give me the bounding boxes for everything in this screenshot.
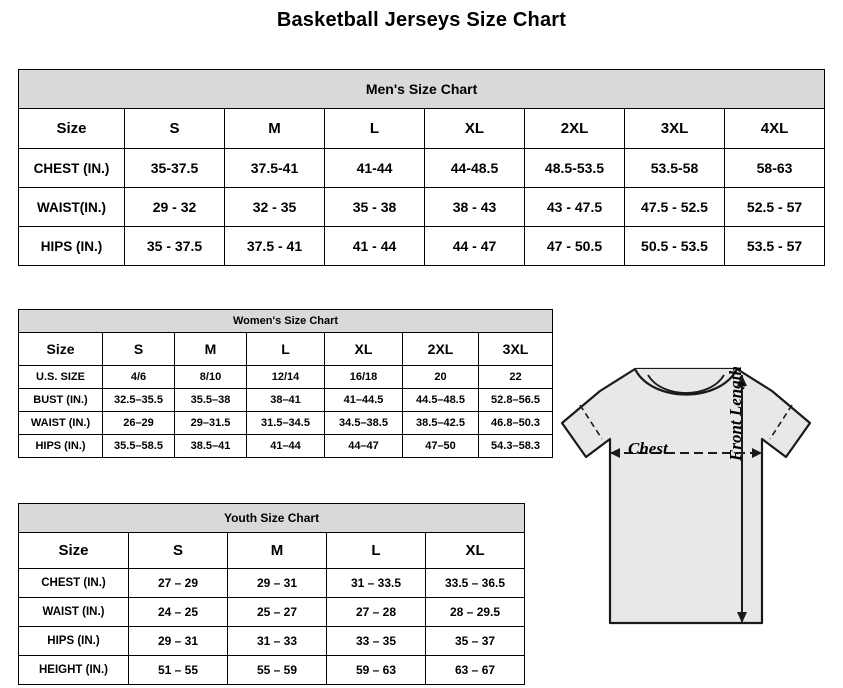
mens-cell: 44-48.5 [425,149,525,188]
mens-cell: 37.5 - 41 [225,227,325,266]
youth-header-cell: M [228,533,327,569]
youth-cell: 31 – 33 [228,627,327,656]
youth-row-label: HEIGHT (IN.) [19,656,129,685]
youth-cell: 33 – 35 [327,627,426,656]
table-row [19,188,825,227]
womens-size-chart-table [18,309,553,458]
mens-chart-caption: Men's Size Chart [19,70,825,109]
mens-size-chart-table [18,69,825,266]
mens-header-cell: 3XL [625,109,725,149]
womens-cell: 29–31.5 [175,412,247,435]
womens-row-label: BUST (IN.) [19,389,103,412]
womens-cell: 54.3–58.3 [479,435,553,458]
womens-header-cell: Size [19,333,103,366]
womens-cell: 4/6 [103,366,175,389]
mens-header-cell: XL [425,109,525,149]
womens-cell: 34.5–38.5 [325,412,403,435]
mens-row-label: HIPS (IN.) [19,227,125,266]
youth-header-cell: Size [19,533,129,569]
youth-header-cell: L [327,533,426,569]
womens-chart-header-row [19,333,553,366]
mens-cell: 47 - 50.5 [525,227,625,266]
mens-cell: 53.5-58 [625,149,725,188]
youth-cell: 63 – 67 [426,656,525,685]
womens-row-label: U.S. SIZE [19,366,103,389]
mens-header-cell: 4XL [725,109,825,149]
mens-cell: 38 - 43 [425,188,525,227]
womens-cell: 38.5–42.5 [403,412,479,435]
womens-cell: 31.5–34.5 [247,412,325,435]
table-row [19,389,553,412]
mens-header-cell: L [325,109,425,149]
mens-header-cell: M [225,109,325,149]
table-row [19,366,553,389]
mens-header-cell: 2XL [525,109,625,149]
womens-cell: 35.5–58.5 [103,435,175,458]
youth-cell: 35 – 37 [426,627,525,656]
youth-row-label: CHEST (IN.) [19,569,129,598]
womens-cell: 38–41 [247,389,325,412]
womens-cell: 32.5–35.5 [103,389,175,412]
womens-cell: 22 [479,366,553,389]
table-row [19,627,525,656]
mens-cell: 41 - 44 [325,227,425,266]
youth-cell: 28 – 29.5 [426,598,525,627]
youth-size-chart-table [18,503,525,685]
womens-cell: 16/18 [325,366,403,389]
mens-row-label: CHEST (IN.) [19,149,125,188]
youth-cell: 51 – 55 [129,656,228,685]
mens-cell: 50.5 - 53.5 [625,227,725,266]
mens-cell: 48.5-53.5 [525,149,625,188]
womens-cell: 44.5–48.5 [403,389,479,412]
youth-cell: 25 – 27 [228,598,327,627]
youth-header-cell: XL [426,533,525,569]
mens-header-cell: S [125,109,225,149]
mens-header-cell: Size [19,109,125,149]
youth-cell: 59 – 63 [327,656,426,685]
mens-cell: 37.5-41 [225,149,325,188]
mens-cell: 44 - 47 [425,227,525,266]
youth-row-label: HIPS (IN.) [19,627,129,656]
mens-row-label: WAIST(IN.) [19,188,125,227]
womens-cell: 41–44.5 [325,389,403,412]
youth-header-cell: S [129,533,228,569]
mens-cell: 58-63 [725,149,825,188]
table-row [19,227,825,266]
youth-cell: 24 – 25 [129,598,228,627]
womens-cell: 12/14 [247,366,325,389]
shirt-measurement-diagram [540,361,840,681]
chest-measurement-label: Chest [628,439,668,458]
mens-cell: 43 - 47.5 [525,188,625,227]
womens-row-label: HIPS (IN.) [19,435,103,458]
youth-cell: 55 – 59 [228,656,327,685]
mens-cell: 35-37.5 [125,149,225,188]
table-row [19,569,525,598]
womens-cell: 52.8–56.5 [479,389,553,412]
youth-cell: 29 – 31 [129,627,228,656]
womens-row-label: WAIST (IN.) [19,412,103,435]
youth-cell: 27 – 29 [129,569,228,598]
youth-cell: 27 – 28 [327,598,426,627]
youth-chart-caption-row [19,504,525,533]
mens-chart-header-row [19,109,825,149]
mens-cell: 53.5 - 57 [725,227,825,266]
womens-cell: 8/10 [175,366,247,389]
womens-header-cell: 2XL [403,333,479,366]
table-row [19,149,825,188]
womens-header-cell: S [103,333,175,366]
mens-cell: 41-44 [325,149,425,188]
youth-cell: 29 – 31 [228,569,327,598]
womens-header-cell: M [175,333,247,366]
womens-cell: 41–44 [247,435,325,458]
page-title: Basketball Jerseys Size Chart [276,9,567,31]
youth-chart-caption: Youth Size Chart [19,504,525,533]
mens-cell: 29 - 32 [125,188,225,227]
womens-header-cell: XL [325,333,403,366]
mens-cell: 35 - 37.5 [125,227,225,266]
womens-chart-caption-row [19,310,553,333]
mens-cell: 47.5 - 52.5 [625,188,725,227]
front-length-measurement-label: Front Length [726,366,745,461]
womens-cell: 38.5–41 [175,435,247,458]
table-row [19,598,525,627]
womens-cell: 26–29 [103,412,175,435]
mens-chart-caption-row [19,70,825,109]
womens-cell: 47–50 [403,435,479,458]
mens-cell: 35 - 38 [325,188,425,227]
mens-cell: 32 - 35 [225,188,325,227]
womens-header-cell: L [247,333,325,366]
mens-cell: 52.5 - 57 [725,188,825,227]
table-row [19,656,525,685]
youth-chart-header-row [19,533,525,569]
womens-cell: 46.8–50.3 [479,412,553,435]
table-row [19,435,553,458]
youth-cell: 33.5 – 36.5 [426,569,525,598]
youth-cell: 31 – 33.5 [327,569,426,598]
table-row [19,412,553,435]
womens-cell: 44–47 [325,435,403,458]
womens-chart-caption: Women's Size Chart [19,310,553,333]
womens-cell: 20 [403,366,479,389]
womens-cell: 35.5–38 [175,389,247,412]
womens-header-cell: 3XL [479,333,553,366]
jersey-illustration-icon [540,361,840,681]
youth-row-label: WAIST (IN.) [19,598,129,627]
